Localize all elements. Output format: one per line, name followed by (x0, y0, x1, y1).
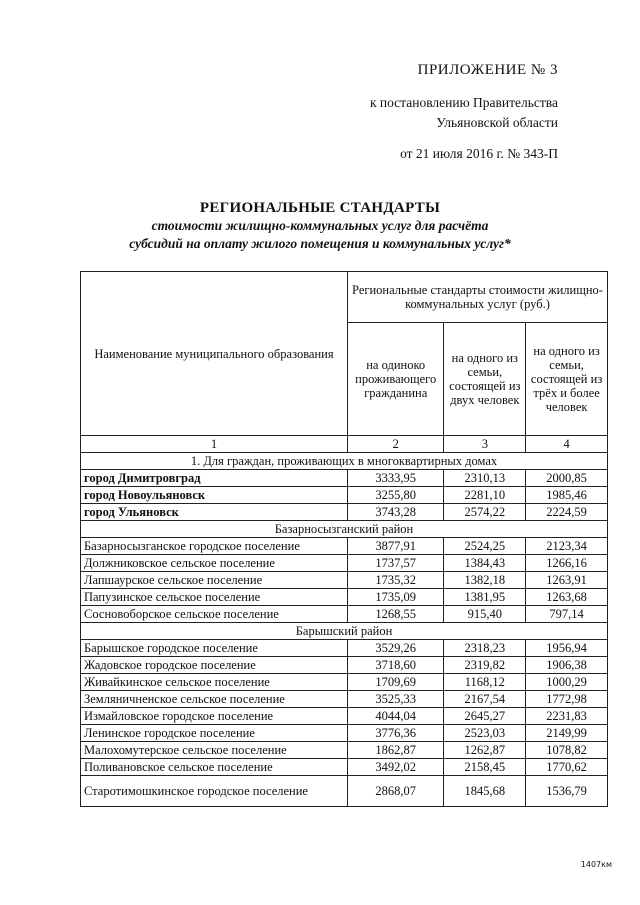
row-value-single: 3718,60 (347, 657, 443, 674)
row-value-three: 1000,29 (526, 674, 608, 691)
row-value-two: 2318,23 (444, 640, 526, 657)
table-row (81, 487, 608, 504)
row-value-three: 2123,34 (526, 538, 608, 555)
column-number: 1 (81, 436, 348, 453)
row-value-single: 3525,33 (347, 691, 443, 708)
row-name: Живайкинское сельское поселение (81, 674, 348, 691)
row-value-single: 1709,69 (347, 674, 443, 691)
section-heading: 1. Для граждан, проживающих в многоквартирных домах (81, 453, 608, 470)
table-row (81, 725, 608, 742)
header-municipality: Наименование муниципального образования (81, 272, 348, 436)
row-name: Лапшаурское сельское поселение (81, 572, 348, 589)
row-value-three: 2231,83 (526, 708, 608, 725)
row-value-three: 1266,16 (526, 555, 608, 572)
table-row (81, 538, 608, 555)
section-heading-row (81, 453, 608, 470)
header-standards-group: Региональные стандарты стоимости жилищно-коммунальных услуг (руб.) (347, 272, 607, 323)
row-value-single: 1268,55 (347, 606, 443, 623)
row-value-two: 2574,22 (444, 504, 526, 521)
row-value-three: 1956,94 (526, 640, 608, 657)
row-value-two: 2523,03 (444, 725, 526, 742)
row-value-three: 1772,98 (526, 691, 608, 708)
row-value-two: 2319,82 (444, 657, 526, 674)
district-heading-row (81, 623, 608, 640)
row-name: Жадовское городское поселение (81, 657, 348, 674)
row-value-three: 1906,38 (526, 657, 608, 674)
row-value-single: 1735,32 (347, 572, 443, 589)
district-heading: Базарносызганский район (81, 521, 608, 538)
table-header-row (81, 272, 608, 323)
row-value-two: 2524,25 (444, 538, 526, 555)
table-row (81, 674, 608, 691)
table-row (81, 657, 608, 674)
row-name: Ленинское городское поселение (81, 725, 348, 742)
table-row (81, 504, 608, 521)
row-value-two: 1384,43 (444, 555, 526, 572)
table-row (81, 691, 608, 708)
row-value-three: 1536,79 (526, 776, 608, 807)
header-family-three: на одного из семьи, состоящей из трёх и более человек (526, 323, 608, 436)
row-value-three: 2224,59 (526, 504, 608, 521)
row-name: город Ульяновск (81, 504, 348, 521)
document-subtitle-1: стоимости жилищно-коммунальных услуг для расчёта (151, 218, 489, 233)
row-name: Должниковское сельское поселение (81, 555, 348, 572)
row-name: город Димитровград (81, 470, 348, 487)
row-value-three: 2149,99 (526, 725, 608, 742)
row-value-single: 3255,80 (347, 487, 443, 504)
row-value-two: 2167,54 (444, 691, 526, 708)
row-value-single: 1737,57 (347, 555, 443, 572)
row-value-two: 1381,95 (444, 589, 526, 606)
table-row (81, 470, 608, 487)
row-value-single: 3743,28 (347, 504, 443, 521)
row-value-three: 1985,46 (526, 487, 608, 504)
header-single: на одиноко проживающего гражданина (347, 323, 443, 436)
row-value-single: 1735,09 (347, 589, 443, 606)
table-row (81, 742, 608, 759)
row-name: Сосновоборское сельское поселение (81, 606, 348, 623)
table-row (81, 555, 608, 572)
header-family-two: на одного из семьи, состоящей из двух человек (444, 323, 526, 436)
document-stamp: 1407км (580, 860, 612, 869)
appendix-date: от 21 июля 2016 г. № 343-П (400, 146, 558, 161)
row-name: Земляничненское сельское поселение (81, 691, 348, 708)
table-row (81, 640, 608, 657)
row-value-three: 2000,85 (526, 470, 608, 487)
appendix-block (370, 62, 558, 162)
row-value-three: 1263,68 (526, 589, 608, 606)
row-value-single: 3529,26 (347, 640, 443, 657)
row-value-two: 2310,13 (444, 470, 526, 487)
row-value-three: 1263,91 (526, 572, 608, 589)
row-name: город Новоульяновск (81, 487, 348, 504)
column-number: 3 (444, 436, 526, 453)
table-row (81, 759, 608, 776)
table-row (81, 572, 608, 589)
row-value-two: 2645,27 (444, 708, 526, 725)
row-name: Измайловское городское поселение (81, 708, 348, 725)
row-value-single: 1862,87 (347, 742, 443, 759)
row-value-two: 2281,10 (444, 487, 526, 504)
row-value-three: 1770,62 (526, 759, 608, 776)
table-row (81, 606, 608, 623)
row-value-three: 1078,82 (526, 742, 608, 759)
row-value-two: 2158,45 (444, 759, 526, 776)
table-row (81, 776, 608, 807)
table-row (81, 708, 608, 725)
row-name: Базарносызганское городское поселение (81, 538, 348, 555)
row-value-two: 915,40 (444, 606, 526, 623)
row-value-two: 1168,12 (444, 674, 526, 691)
column-numbers-row (81, 436, 608, 453)
row-name: Малохомутерское сельское поселение (81, 742, 348, 759)
appendix-line-1: к постановлению Правительства (369, 95, 558, 110)
column-number: 4 (526, 436, 608, 453)
row-value-single: 4044,04 (347, 708, 443, 725)
row-value-single: 3877,91 (347, 538, 443, 555)
appendix-title: ПРИЛОЖЕНИЕ № 3 (417, 62, 558, 78)
row-value-single: 3333,95 (347, 470, 443, 487)
row-value-two: 1382,18 (444, 572, 526, 589)
document-heading (0, 200, 640, 253)
row-name: Барышское городское поселение (81, 640, 348, 657)
row-value-single: 2868,07 (347, 776, 443, 807)
row-value-three: 797,14 (526, 606, 608, 623)
row-value-single: 3776,36 (347, 725, 443, 742)
standards-table (80, 271, 608, 807)
document-title: РЕГИОНАЛЬНЫЕ СТАНДАРТЫ (199, 200, 441, 216)
appendix-line-2: Ульяновской области (436, 115, 558, 130)
row-value-single: 3492,02 (347, 759, 443, 776)
district-heading: Барышский район (81, 623, 608, 640)
table-row (81, 589, 608, 606)
column-number: 2 (347, 436, 443, 453)
row-value-two: 1845,68 (444, 776, 526, 807)
row-name: Старотимошкинское городское поселение (81, 776, 348, 807)
document-subtitle-2: субсидий на оплату жилого помещения и коммунальных услуг* (129, 236, 511, 251)
row-name: Папузинское сельское поселение (81, 589, 348, 606)
district-heading-row (81, 521, 608, 538)
row-name: Поливановское сельское поселение (81, 759, 348, 776)
row-value-two: 1262,87 (444, 742, 526, 759)
